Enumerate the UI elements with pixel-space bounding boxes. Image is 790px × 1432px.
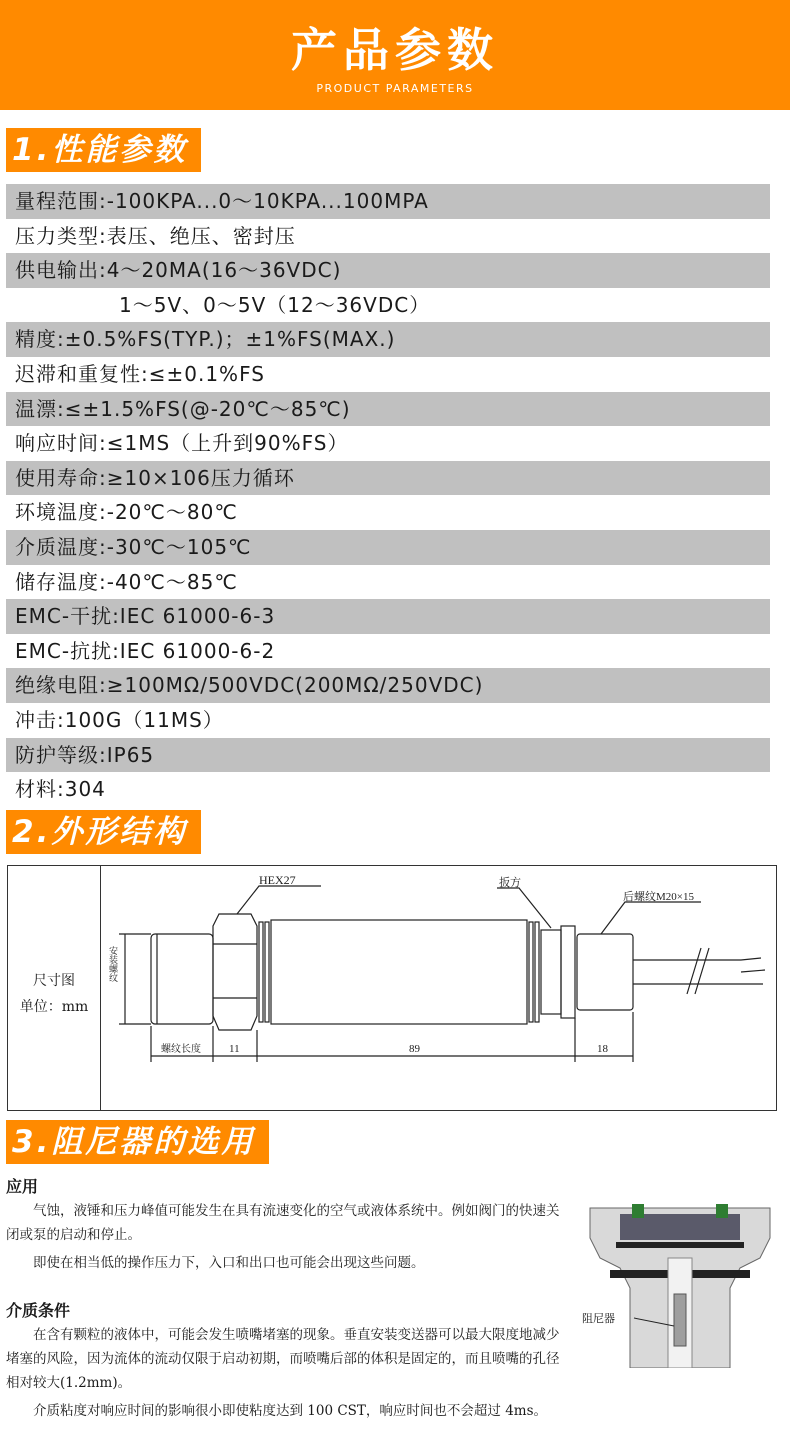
drawing-unit: 单位：mm [19, 999, 89, 1015]
dimension-drawing [7, 865, 777, 1111]
spec-row: 介质温度:-30℃～105℃ [6, 530, 770, 565]
spec-row: 防护等级:IP65 [6, 738, 770, 773]
transmitter-body [271, 920, 527, 1024]
medium-heading: 介质条件 [6, 1301, 71, 1320]
spec-row: 温漂:≤±1.5%FS(@-20℃～85℃) [6, 392, 770, 427]
drawing-label: 尺寸图 [33, 973, 75, 989]
spec-row: 使用寿命:≥10×106压力循环 [6, 461, 770, 496]
spec-row: 精度:±0.5%FS(TYP.)；±1%FS(MAX.) [6, 322, 770, 357]
page-header [0, 0, 790, 110]
rear-thread [577, 934, 633, 1010]
hex-nut [213, 914, 257, 1030]
damper-cutaway-image [580, 1198, 780, 1368]
front-thread [151, 934, 213, 1024]
spec-row-text: 1～5V、0～5V（12～36VDC） [119, 292, 431, 317]
damper-label: 阻尼器 [582, 1312, 615, 1325]
section3-title: 3.阻尼器的选用 [6, 1120, 269, 1164]
dim-rear: 18 [597, 1043, 608, 1055]
spec-row: 供电输出:4～20MA(16～36VDC) [6, 253, 770, 288]
spec-row: EMC-干扰:IEC 61000-6-3 [6, 599, 770, 634]
spec-row: 储存温度:-40℃～85℃ [15, 569, 238, 594]
header-title: 产品参数 [291, 23, 499, 77]
dim-body: 89 [409, 1043, 420, 1055]
spec-row: 环境温度:-20℃～80℃ [15, 500, 238, 525]
section2-title: 2.外形结构 [6, 810, 201, 854]
spec-row: 冲击:100G（11MS） [15, 707, 224, 732]
viscosity-paragraph: 介质粘度对响应时间的影响很小即使粘度达到 100 CST，响应时间也不会超过 4ms。 [33, 1403, 548, 1419]
spec-row: 压力类型:表压、绝压、密封压 [15, 223, 296, 248]
application-block [6, 1174, 566, 1275]
dim-thread-length: 螺纹长度 [161, 1044, 201, 1055]
spec-row: 迟滞和重复性:≤±0.1%FS [15, 361, 265, 386]
spec-row: 响应时间:≤1MS（上升到90%FS） [15, 431, 349, 456]
transmitter-outline [101, 866, 775, 1110]
wrench-flat [541, 930, 561, 1014]
callout-hex: HEX27 [259, 873, 296, 887]
header-subtitle: PRODUCT PARAMETERS [316, 82, 474, 95]
application-paragraph: 气蚀，液锤和压力峰值可能发生在具有流速变化的空气或液体系统中。例如阀门的快速关闭或泵的启动和停止。 [6, 1203, 560, 1243]
application-heading: 应用 [6, 1177, 39, 1196]
section1-title: 1.性能参数 [6, 128, 201, 172]
spec-table [6, 184, 770, 807]
spec-row: 材料:304 [15, 777, 106, 802]
callout-install: 安装螺纹 [108, 946, 118, 982]
application-paragraph: 即使在相当低的操作压力下，入口和出口也可能会出现这些问题。 [33, 1255, 425, 1271]
callout-thread: 后螺纹M20×15 [623, 891, 694, 903]
medium-paragraph: 在含有颗粒的液体中，可能会发生喷嘴堵塞的现象。垂直安装变送器可以最大限度地减少堵塞的风险，因为流体的流动仅限于启动初期，而喷嘴后部的体积是固定的，而且喷嘴的孔径相对较大(1.2mm)。 [6, 1327, 560, 1391]
callout-wrench: 扳方 [499, 877, 521, 889]
spec-row: 绝缘电阻:≥100MΩ/500VDC(200MΩ/250VDC) [6, 668, 770, 703]
spec-row-continued [6, 288, 770, 323]
dim-hex: 11 [229, 1043, 240, 1055]
spec-row: EMC-抗扰:IEC 61000-6-2 [15, 638, 276, 663]
medium-block [6, 1298, 566, 1395]
spec-row: 量程范围:-100KPA...0～10KPA...100MPA [6, 184, 770, 219]
